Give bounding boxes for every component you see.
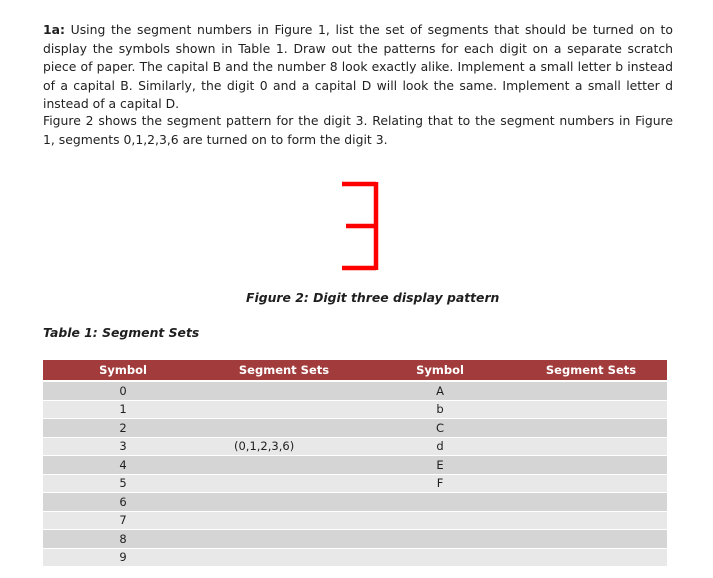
table-row xyxy=(43,400,667,419)
table-row xyxy=(43,474,667,493)
segment-sets-table xyxy=(43,360,667,567)
segment-set-cell[interactable] xyxy=(515,419,667,438)
seven-segment-digit xyxy=(336,180,380,272)
symbol-cell: 4 xyxy=(43,456,203,475)
table-row xyxy=(43,493,667,512)
table-row xyxy=(43,456,667,475)
header-symbol-1: Symbol xyxy=(43,360,203,381)
table-header-row xyxy=(43,360,667,381)
segment-set-cell[interactable] xyxy=(203,548,365,567)
header-segment-sets-1: Segment Sets xyxy=(203,360,365,381)
question-text: Using the segment numbers in Figure 1, list the set of segments that should be turned on to display the symbols shown in Table 1. Draw out the patterns for each digit on a separate scratch piece of paper. The capital B and the number 8 look exactly alike. Implement a small letter b instead of a capital B. Similarly, the digit 0 and a capital D will look the same. Implement a small letter d instead of a capital D. xyxy=(43,22,673,112)
symbol-cell: F xyxy=(365,474,515,493)
symbol-cell xyxy=(365,493,515,512)
symbol-cell xyxy=(365,511,515,530)
segment-set-cell[interactable] xyxy=(515,493,667,512)
segment-set-cell[interactable] xyxy=(515,381,667,400)
symbol-cell: 7 xyxy=(43,511,203,530)
symbol-cell xyxy=(365,530,515,549)
symbol-cell: E xyxy=(365,456,515,475)
question-paragraph xyxy=(43,21,673,114)
segment-set-cell[interactable]: (0,1,2,3,6) xyxy=(203,437,365,456)
table-row xyxy=(43,511,667,530)
table-row xyxy=(43,530,667,549)
segment-set-cell[interactable] xyxy=(203,456,365,475)
figure-caption: Figure 2: Digit three display pattern xyxy=(246,290,500,305)
segment-set-cell[interactable] xyxy=(515,474,667,493)
segment-set-cell[interactable] xyxy=(203,511,365,530)
table-row xyxy=(43,548,667,567)
symbol-cell xyxy=(365,548,515,567)
segment-set-cell[interactable] xyxy=(203,530,365,549)
figure-explanation-paragraph: Figure 2 shows the segment pattern for the digit 3. Relating that to the segment numbers in Figure 1, segments 0,1,2,3,6 are turned on to form the digit 3. xyxy=(43,113,673,147)
symbol-cell: A xyxy=(365,381,515,400)
symbol-cell: 5 xyxy=(43,474,203,493)
table-row xyxy=(43,437,667,456)
symbol-cell: d xyxy=(365,437,515,456)
digit-three-display xyxy=(336,180,380,272)
symbol-cell: 8 xyxy=(43,530,203,549)
segment-set-cell[interactable] xyxy=(515,511,667,530)
segment-set-cell[interactable] xyxy=(515,530,667,549)
segment-set-cell[interactable] xyxy=(515,400,667,419)
segment-set-cell[interactable] xyxy=(203,400,365,419)
symbol-cell: C xyxy=(365,419,515,438)
symbol-cell: 2 xyxy=(43,419,203,438)
symbol-cell: b xyxy=(365,400,515,419)
symbol-cell: 0 xyxy=(43,381,203,400)
segment-set-cell[interactable] xyxy=(515,456,667,475)
symbol-cell: 1 xyxy=(43,400,203,419)
segment-set-cell[interactable] xyxy=(203,419,365,438)
segment-set-cell[interactable] xyxy=(203,474,365,493)
header-symbol-2: Symbol xyxy=(365,360,515,381)
symbol-cell: 6 xyxy=(43,493,203,512)
segment-set-cell[interactable] xyxy=(515,548,667,567)
table-row xyxy=(43,381,667,400)
symbol-cell: 9 xyxy=(43,548,203,567)
table-caption: Table 1: Segment Sets xyxy=(43,325,200,340)
table-row xyxy=(43,419,667,438)
segment-set-cell[interactable] xyxy=(203,381,365,400)
segment-set-cell[interactable] xyxy=(203,493,365,512)
symbol-cell: 3 xyxy=(43,437,203,456)
header-segment-sets-2: Segment Sets xyxy=(515,360,667,381)
segment-set-cell[interactable] xyxy=(515,437,667,456)
question-label: 1a: xyxy=(43,22,65,37)
